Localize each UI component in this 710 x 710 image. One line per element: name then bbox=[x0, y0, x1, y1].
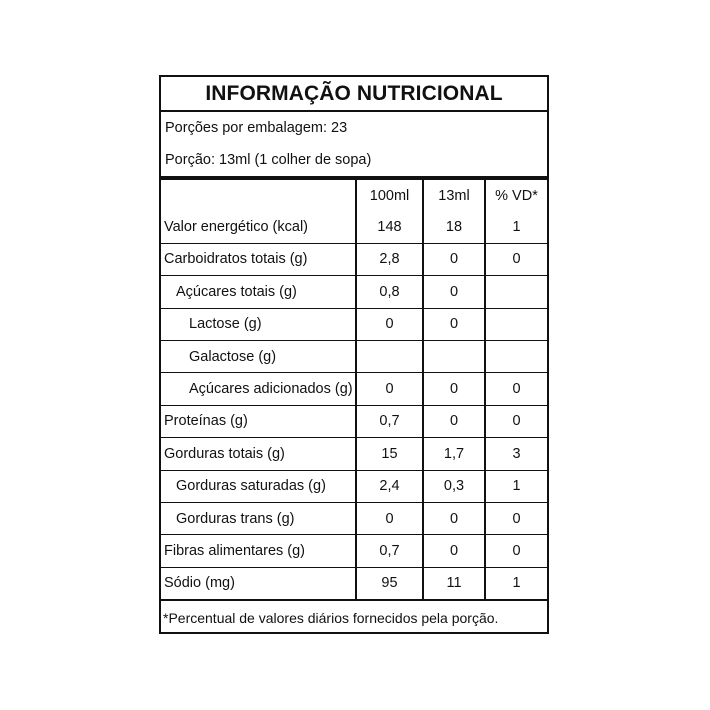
servings-per-package: Porções por embalagem: 23 bbox=[165, 120, 348, 136]
nutrient-rows bbox=[161, 211, 547, 599]
table-row bbox=[161, 340, 547, 372]
value-per-serving: 0 bbox=[423, 243, 485, 275]
value-daily-percent bbox=[485, 276, 547, 308]
nutrient-name: Carboidratos totais (g) bbox=[161, 243, 356, 275]
value-daily-percent: 1 bbox=[485, 470, 547, 502]
value-per-serving: 11 bbox=[423, 567, 485, 599]
value-daily-percent: 1 bbox=[485, 567, 547, 599]
table-row bbox=[161, 211, 547, 243]
nutrient-name: Fibras alimentares (g) bbox=[161, 535, 356, 567]
nutrient-name: Gorduras saturadas (g) bbox=[161, 470, 356, 502]
nutrition-facts-label bbox=[159, 75, 549, 634]
value-daily-percent bbox=[485, 308, 547, 340]
value-daily-percent: 0 bbox=[485, 243, 547, 275]
value-per-100ml: 0,7 bbox=[356, 405, 423, 437]
value-per-serving: 0 bbox=[423, 502, 485, 534]
nutrient-name: Gorduras totais (g) bbox=[161, 438, 356, 470]
nutrient-name: Galactose (g) bbox=[161, 340, 356, 372]
table-row bbox=[161, 308, 547, 340]
table-header-row bbox=[161, 180, 547, 211]
value-per-100ml: 0 bbox=[356, 373, 423, 405]
value-daily-percent: 0 bbox=[485, 405, 547, 437]
nutrient-name: Gorduras trans (g) bbox=[161, 502, 356, 534]
value-per-100ml: 15 bbox=[356, 438, 423, 470]
table-row bbox=[161, 373, 547, 405]
table-row bbox=[161, 438, 547, 470]
header-per-serving: 13ml bbox=[423, 180, 485, 211]
table-row bbox=[161, 535, 547, 567]
nutrient-name: Valor energético (kcal) bbox=[164, 219, 308, 236]
value-per-100ml: 0 bbox=[356, 308, 423, 340]
label-title: INFORMAÇÃO NUTRICIONAL bbox=[161, 77, 547, 112]
table-row bbox=[161, 276, 547, 308]
nutrient-name: Proteínas (g) bbox=[161, 405, 356, 437]
nutrient-name: Açúcares adicionados (g) bbox=[161, 373, 356, 405]
value-per-serving: 18 bbox=[423, 211, 485, 243]
table-row bbox=[161, 243, 547, 275]
value-per-100ml: 2,4 bbox=[356, 470, 423, 502]
table-row bbox=[161, 502, 547, 534]
value-daily-percent: 0 bbox=[485, 373, 547, 405]
value-per-100ml: 0,8 bbox=[356, 276, 423, 308]
value-per-serving: 0 bbox=[423, 276, 485, 308]
value-per-100ml: 95 bbox=[356, 567, 423, 599]
value-per-100ml: 0 bbox=[356, 502, 423, 534]
value-per-100ml bbox=[356, 340, 423, 372]
header-nutrient bbox=[161, 180, 356, 211]
table-row bbox=[161, 567, 547, 599]
footnote: *Percentual de valores diários fornecidos pela porção. bbox=[161, 599, 547, 634]
nutrition-table bbox=[161, 180, 547, 599]
nutrient-name: Sódio (mg) bbox=[161, 567, 356, 599]
nutrient-name: Lactose (g) bbox=[161, 308, 356, 340]
value-per-serving: 1,7 bbox=[423, 438, 485, 470]
value-per-serving: 0 bbox=[423, 373, 485, 405]
header-per-100ml: 100ml bbox=[356, 180, 423, 211]
serving-size: Porção: 13ml (1 colher de sopa) bbox=[165, 152, 372, 168]
value-per-serving: 0,3 bbox=[423, 470, 485, 502]
value-per-serving bbox=[423, 340, 485, 372]
value-per-100ml: 2,8 bbox=[356, 243, 423, 275]
value-daily-percent: 1 bbox=[485, 211, 547, 243]
table-row bbox=[161, 470, 547, 502]
value-daily-percent: 0 bbox=[485, 535, 547, 567]
value-per-serving: 0 bbox=[423, 535, 485, 567]
value-per-serving: 0 bbox=[423, 308, 485, 340]
table-row bbox=[161, 405, 547, 437]
value-daily-percent bbox=[485, 340, 547, 372]
value-daily-percent: 3 bbox=[485, 438, 547, 470]
header-daily-value: % VD* bbox=[485, 180, 547, 211]
value-daily-percent: 0 bbox=[485, 502, 547, 534]
value-per-serving: 0 bbox=[423, 405, 485, 437]
nutrient-name: Açúcares totais (g) bbox=[161, 276, 356, 308]
value-per-100ml: 0,7 bbox=[356, 535, 423, 567]
value-per-100ml: 148 bbox=[356, 211, 423, 243]
